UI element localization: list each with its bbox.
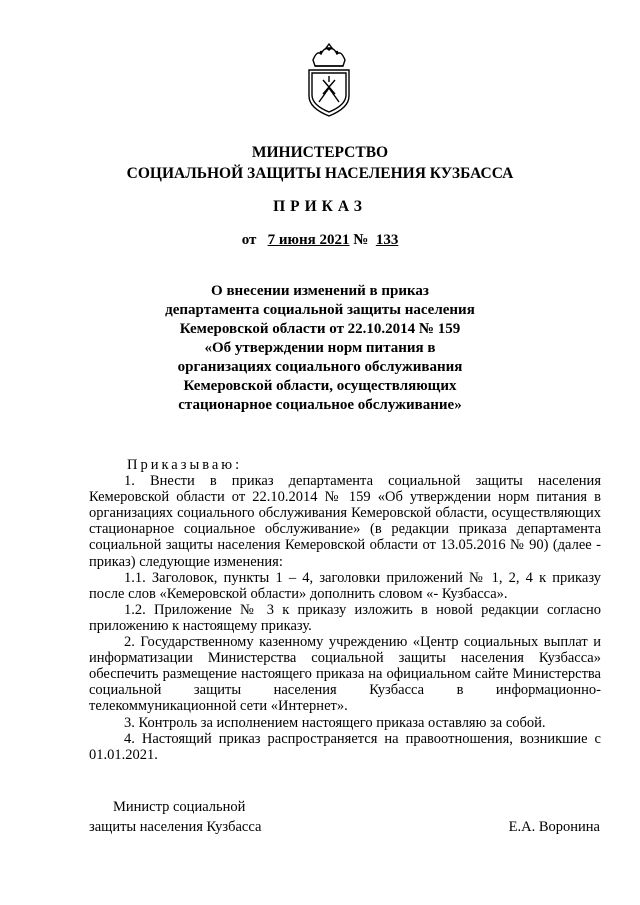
position-line-2: защиты населения Кузбасса — [89, 819, 262, 835]
paragraph-4: 4. Настоящий приказ распространяется на правоотношения, возникшие с 01.01.2021. — [89, 730, 601, 763]
order-date: 7 июня 2021 — [267, 232, 350, 248]
preamble: Приказываю: — [127, 457, 243, 473]
order-number: 133 — [375, 232, 399, 248]
position-line-1: Министр социальной — [113, 799, 246, 815]
ministry-line-1: МИНИСТЕРСТВО — [251, 144, 389, 161]
paragraph-3: 3. Контроль за исполнением настоящего приказа оставляю за собой. — [124, 714, 546, 731]
paragraph-1-2: 1.2. Приложение № 3 к приказу изложить в новой редакции согласно приложению к настоящему приказу. — [89, 601, 601, 634]
coat-of-arms-icon — [297, 40, 361, 120]
paragraph-1-1: 1.1. Заголовок, пункты 1 – 4, заголовки приложений № 1, 2, 4 к приказу после слов «Кемеровской области» дополнить словом «- Кузбасса». — [89, 569, 601, 602]
subject-line: Кемеровской области, осуществляющих — [183, 378, 457, 394]
order-body — [89, 457, 601, 763]
dateline — [0, 232, 640, 249]
subject-line: организациях социального обслуживания — [177, 359, 463, 375]
signatory-position — [89, 797, 261, 837]
signatory-name: Е.А. Воронина — [508, 819, 600, 835]
paragraph-1: 1. Внести в приказ департамента социальной защиты населения Кемеровской области от 22.10.2014 № 159 «Об утверждении норм питания в организациях социального обслуживания Кемеровской области, осуществляющих стационарное социальное обслуживание» (в редакции приказа департамента социальной защиты населения Кемеровской области от 13.05.2016 № 90) (далее - приказ) следующие изменения: — [89, 473, 601, 570]
date-from-label: от — [241, 232, 257, 248]
paragraph-2: 2. Государственному казенному учреждению «Центр социальных выплат и информатизации Министерства социальной защиты населения Кузбасса» обеспечить размещение настоящего приказа на официальном сайте Министерства социальной защиты населения Кузбасса в информационно-телекоммуникационной сети «Интернет». — [89, 634, 601, 715]
ministry-name — [0, 142, 640, 184]
order-subject — [0, 282, 640, 415]
number-sign: № — [353, 232, 369, 248]
subject-line: стационарное социальное обслуживание» — [178, 397, 462, 413]
ministry-line-2: СОЦИАЛЬНОЙ ЗАЩИТЫ НАСЕЛЕНИЯ КУЗБАССА — [126, 165, 514, 182]
subject-line: О внесении изменений в приказ — [211, 283, 429, 299]
document-type: ПРИКАЗ — [273, 198, 367, 215]
subject-line: «Об утверждении норм питания в — [204, 340, 436, 356]
subject-line: Кемеровской области от 22.10.2014 № 159 — [179, 321, 461, 337]
subject-line: департамента социальной защиты населения — [165, 302, 475, 318]
